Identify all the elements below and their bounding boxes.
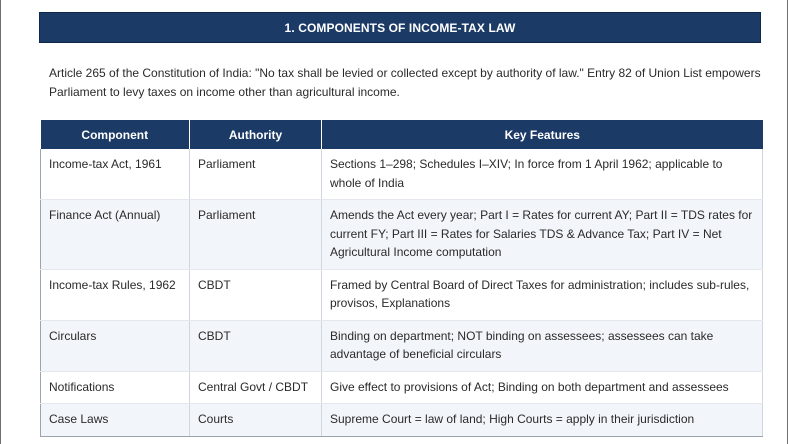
components-table (40, 120, 763, 437)
cell-authority: Courts (190, 404, 322, 437)
column-header-key-features: Key Features (322, 120, 763, 149)
cell-authority: Parliament (190, 200, 322, 270)
cell-authority: CBDT (190, 269, 322, 320)
cell-component: Income-tax Act, 1961 (41, 149, 190, 200)
table-row (41, 149, 763, 200)
table-row (41, 371, 763, 404)
cell-component: Finance Act (Annual) (41, 200, 190, 270)
table-row (41, 269, 763, 320)
column-header-component: Component (41, 120, 190, 149)
cell-component: Case Laws (41, 404, 190, 437)
section-title: 1. COMPONENTS OF INCOME-TAX LAW (39, 12, 761, 43)
cell-key-features: Give effect to provisions of Act; Binding on both department and assessees (322, 371, 763, 404)
cell-key-features: Sections 1–298; Schedules I–XIV; In force from 1 April 1962; applicable to whole of India (322, 149, 763, 200)
cell-key-features: Supreme Court = law of land; High Courts = apply in their jurisdiction (322, 404, 763, 437)
cell-key-features: Amends the Act every year; Part I = Rates for current AY; Part II = TDS rates for current FY; Part III = Rates for Salaries TDS & Advance Tax; Part IV = Net Agricultural Income computation (322, 200, 763, 270)
cell-component: Notifications (41, 371, 190, 404)
table-header-row (41, 120, 763, 149)
cell-component: Circulars (41, 320, 190, 371)
cell-key-features: Framed by Central Board of Direct Taxes for administration; includes sub-rules, provisos, Explanations (322, 269, 763, 320)
cell-key-features: Binding on department; NOT binding on assessees; assessees can take advantage of beneficial circulars (322, 320, 763, 371)
table-row (41, 200, 763, 270)
intro-paragraph: Article 265 of the Constitution of India: "No tax shall be levied or collected except by authority of law." Entry 82 of Union List empowers Parliament to levy taxes on income other than agricultural income. (49, 66, 761, 99)
cell-authority: Central Govt / CBDT (190, 371, 322, 404)
cell-component: Income-tax Rules, 1962 (41, 269, 190, 320)
cell-authority: Parliament (190, 149, 322, 200)
page-left-edge (0, 0, 1, 444)
table-row (41, 320, 763, 371)
column-header-authority: Authority (190, 120, 322, 149)
table-row (41, 404, 763, 437)
cell-authority: CBDT (190, 320, 322, 371)
